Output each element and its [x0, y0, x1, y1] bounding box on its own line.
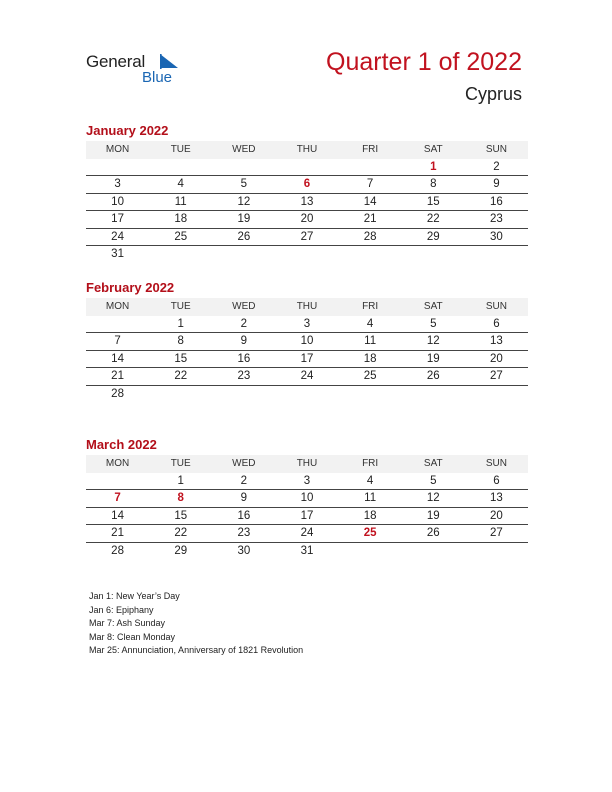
day-cell: 22: [426, 213, 440, 226]
weekday-label: THU: [296, 458, 318, 469]
day-cell: 4: [177, 178, 184, 191]
quarter-title: Quarter 1 of 2022: [326, 48, 522, 76]
day-cell: 3: [114, 178, 121, 191]
weekday-header-row: [86, 298, 528, 316]
day-cell: 30: [490, 230, 503, 243]
day-cell: 28: [111, 544, 124, 557]
day-cell: 5: [430, 318, 437, 330]
day-cell: 7: [114, 335, 121, 348]
weekday-header-row: [86, 141, 528, 159]
brand-logo: [86, 52, 186, 88]
weekday-label: SAT: [423, 301, 443, 312]
day-cell: 18: [363, 352, 377, 365]
day-cell: 11: [174, 195, 187, 208]
day-cell: [212, 386, 275, 403]
day-cell: 3: [303, 318, 311, 330]
weekday-label: FRI: [362, 301, 379, 312]
day-cell: 11: [364, 492, 377, 505]
day-cell: 20: [490, 352, 503, 365]
weekday-label: TUE: [170, 144, 191, 155]
day-cell: 16: [237, 509, 251, 522]
day-cell: [339, 246, 402, 263]
weekday-label: TUE: [170, 458, 191, 469]
week-row: [86, 246, 528, 263]
day-cell: 5: [430, 475, 437, 487]
day-cell: 11: [364, 335, 377, 348]
day-cell: 15: [174, 509, 188, 522]
day-cell: 27: [300, 230, 314, 243]
day-cell: 15: [174, 352, 188, 365]
day-cell: [212, 159, 275, 175]
day-cell: 9: [240, 492, 248, 505]
month-title: March 2022: [86, 437, 157, 452]
weekday-label: WED: [232, 144, 256, 155]
day-cell: [465, 386, 528, 403]
country-name: Cyprus: [464, 84, 522, 104]
day-cell: [149, 386, 212, 403]
day-cell: 24: [300, 370, 314, 383]
holiday-entry: Mar 7: Ash Sunday: [89, 618, 166, 628]
day-cell: [465, 246, 528, 263]
holiday-list: [89, 590, 303, 658]
holiday-entry: Mar 8: Clean Monday: [89, 631, 176, 642]
day-cell: 2: [240, 318, 248, 330]
day-cell: 24: [300, 527, 314, 540]
day-cell: 25: [174, 230, 188, 243]
day-cell: 29: [174, 544, 188, 557]
day-cell: 10: [111, 195, 124, 208]
weekday-label: MON: [105, 301, 130, 312]
holiday-day-cell: 7: [114, 492, 121, 505]
day-cell: 17: [111, 213, 124, 226]
weekday-label: MON: [105, 458, 130, 469]
weekday-label: MON: [105, 144, 130, 155]
day-cell: 13: [490, 335, 503, 348]
day-cell: 7: [366, 178, 374, 191]
day-cell: 10: [300, 492, 314, 505]
week-row: [86, 525, 528, 542]
month-title: January 2022: [86, 123, 169, 138]
day-cell: 1: [177, 475, 184, 487]
week-row: [86, 176, 528, 193]
week-row: [86, 159, 528, 176]
day-cell: 5: [240, 178, 248, 191]
day-cell: 27: [490, 527, 503, 540]
logo-blue-text: Blue: [142, 69, 173, 86]
day-cell: [212, 246, 275, 263]
day-cell: [86, 316, 149, 332]
week-row: [86, 473, 528, 490]
weekday-label: THU: [296, 144, 318, 155]
day-cell: 2: [240, 475, 248, 487]
day-cell: [402, 246, 465, 263]
day-cell: 26: [426, 527, 440, 540]
day-cell: 21: [111, 527, 124, 540]
day-cell: 16: [490, 195, 503, 208]
logo-flag-icon: [160, 54, 180, 70]
day-cell: [402, 543, 465, 560]
day-cell: 6: [493, 318, 500, 330]
day-cell: 2: [493, 161, 500, 173]
day-cell: 18: [174, 213, 188, 226]
holiday-day-cell: 6: [303, 178, 311, 191]
day-cell: 25: [363, 370, 377, 383]
weekday-label: SUN: [485, 301, 507, 312]
day-cell: 17: [300, 352, 314, 365]
week-row: [86, 333, 528, 350]
day-cell: [339, 159, 402, 175]
month-block: [86, 436, 528, 560]
week-row: [86, 194, 528, 211]
month-title: February 2022: [86, 280, 175, 295]
day-cell: 21: [111, 370, 124, 383]
day-cell: 28: [363, 230, 377, 243]
weekday-header-row: [86, 455, 528, 473]
day-cell: [339, 386, 402, 403]
day-cell: [275, 246, 338, 263]
day-cell: 31: [111, 247, 124, 260]
week-row: [86, 229, 528, 246]
week-row: [86, 543, 528, 560]
week-row: [86, 211, 528, 228]
day-cell: 8: [177, 335, 184, 348]
day-cell: [149, 246, 212, 263]
day-cell: 4: [366, 475, 374, 487]
day-cell: [149, 159, 212, 175]
holiday-entry: Jan 1: New Year’s Day: [89, 591, 180, 601]
day-cell: 23: [237, 370, 251, 383]
day-cell: [86, 159, 149, 175]
day-cell: 20: [490, 509, 503, 522]
week-row: [86, 351, 528, 368]
day-cell: 12: [426, 335, 440, 348]
week-row: [86, 316, 528, 333]
day-cell: 21: [363, 213, 377, 226]
day-cell: 15: [426, 195, 440, 208]
weekday-label: TUE: [170, 301, 191, 312]
week-row: [86, 508, 528, 525]
weekday-label: THU: [296, 301, 318, 312]
day-cell: 24: [111, 230, 124, 243]
holiday-entry: Mar 25: Annunciation, Anniversary of 1821 Revolution: [89, 645, 304, 655]
day-cell: 23: [490, 213, 503, 226]
holiday-day-cell: 8: [177, 492, 184, 505]
day-cell: [86, 473, 149, 489]
day-cell: [339, 543, 402, 560]
day-cell: 10: [300, 335, 314, 348]
holiday-entry: Jan 6: Epiphany: [89, 604, 154, 615]
day-cell: 9: [493, 178, 500, 191]
day-cell: 20: [300, 213, 314, 226]
day-cell: 1: [177, 318, 184, 330]
day-cell: 22: [174, 527, 188, 540]
weekday-label: WED: [232, 458, 256, 469]
day-cell: 18: [363, 509, 377, 522]
weekday-label: FRI: [362, 144, 379, 155]
day-cell: 4: [366, 318, 374, 330]
day-cell: 23: [237, 527, 251, 540]
day-cell: 12: [237, 195, 251, 208]
weekday-label: SUN: [485, 144, 507, 155]
weekday-label: SAT: [423, 144, 443, 155]
month-block: [86, 279, 528, 403]
holiday-day-cell: 25: [363, 527, 377, 540]
day-cell: 27: [490, 370, 503, 383]
holiday-day-cell: 1: [430, 161, 437, 173]
day-cell: 28: [111, 387, 124, 400]
week-row: [86, 490, 528, 507]
day-cell: 3: [303, 475, 311, 487]
day-cell: 6: [493, 475, 500, 487]
day-cell: 30: [237, 544, 251, 557]
day-cell: 14: [363, 195, 377, 208]
logo-general-text: General: [86, 52, 146, 71]
week-row: [86, 386, 528, 403]
day-cell: 13: [490, 492, 503, 505]
day-cell: 19: [237, 213, 251, 226]
day-cell: 31: [300, 544, 314, 557]
day-cell: 9: [240, 335, 248, 348]
weekday-label: SUN: [485, 458, 507, 469]
day-cell: 26: [426, 370, 440, 383]
day-cell: 13: [300, 195, 314, 208]
weekday-label: SAT: [423, 458, 443, 469]
day-cell: 29: [426, 230, 440, 243]
day-cell: 12: [426, 492, 440, 505]
weekday-label: WED: [232, 301, 256, 312]
day-cell: 22: [174, 370, 188, 383]
day-cell: 19: [426, 509, 440, 522]
day-cell: 8: [430, 178, 437, 191]
month-block: [86, 122, 528, 263]
day-cell: 14: [111, 509, 124, 522]
weekday-label: FRI: [362, 458, 379, 469]
day-cell: 14: [111, 352, 124, 365]
day-cell: 26: [237, 230, 251, 243]
day-cell: 17: [300, 509, 314, 522]
day-cell: [275, 159, 338, 175]
day-cell: [465, 543, 528, 560]
day-cell: [275, 386, 338, 403]
week-row: [86, 368, 528, 385]
day-cell: 19: [426, 352, 440, 365]
day-cell: [402, 386, 465, 403]
day-cell: 16: [237, 352, 251, 365]
